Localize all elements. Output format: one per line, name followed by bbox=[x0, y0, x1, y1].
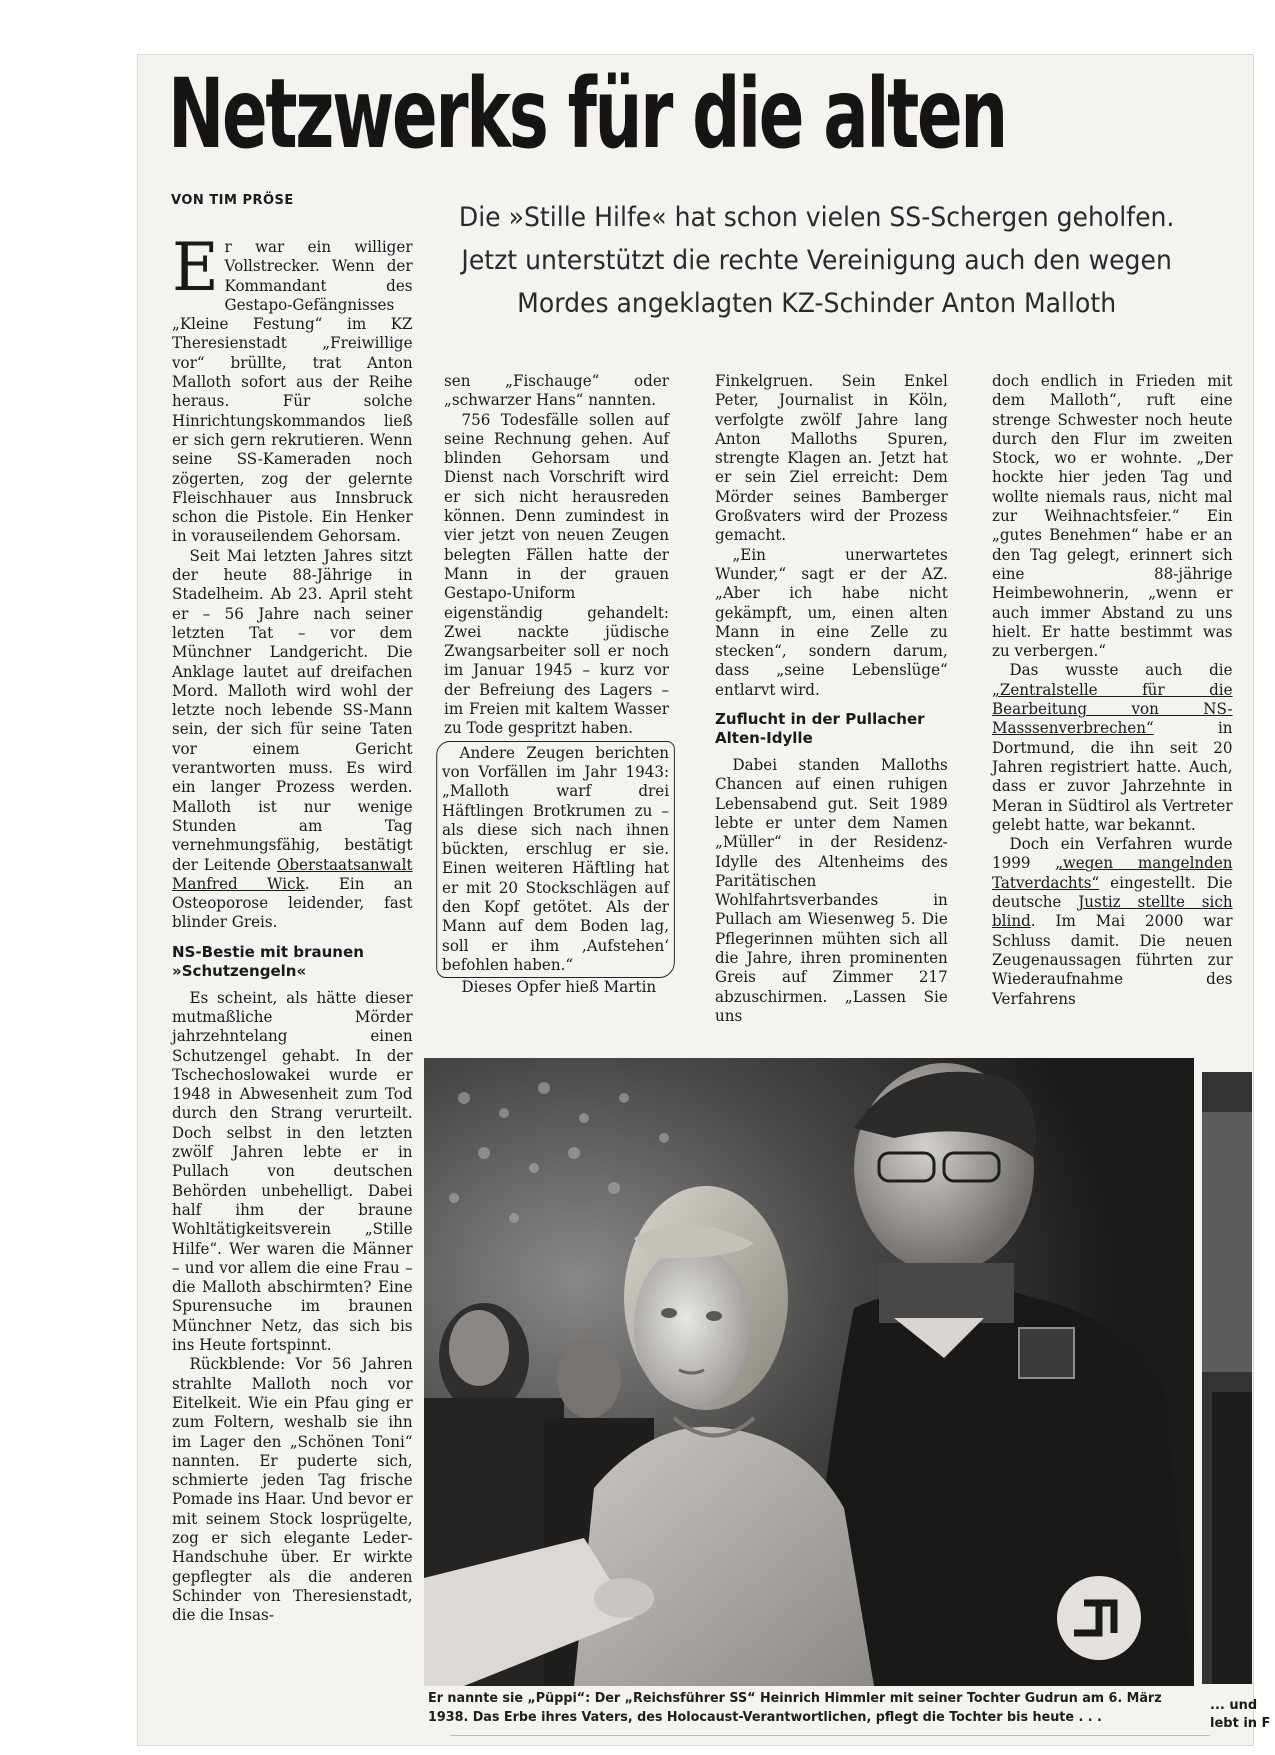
subheading: Zuflucht in der Pullacher Alten-Idylle bbox=[715, 710, 925, 748]
paragraph-text: Seit Mai letzten Jahres sitzt der heute 88-Jährige in Stadelheim. Ab 23. April steht er – 56 Jahre nach seiner letzten Tat – vor dem Münchner Landgericht. Die Anklage lautet auf dreifachen Mord. Malloth wird wohl der letzte noch lebende SS-Mann sein, der sich für seine Taten vor einem Gericht verantworten muss. Es wird ein langer Prozess werden. Malloth ist nur wenige Stunden am Tag vernehmungsfähig, bestätigt der Leitende bbox=[172, 546, 413, 874]
adjacent-photo-strip bbox=[1202, 1072, 1252, 1684]
paragraph-text: Das wusste auch die bbox=[1009, 661, 1233, 680]
paragraph bbox=[172, 229, 413, 547]
paragraph: 756 Todesfälle sollen auf seine Rechnung gehen. Auf blinden Gehorsam und Dienst nach Vorschrift wird er sich nicht herausreden können. Denn zumindest in vier jetzt von neuen Zeugen belegten Fällen hatte der Mann in der grauen Gestapo-Uniform eigenständig gehandelt: Zwei nackte jüdische Zwangsarbeiter soll er noch im Januar 1945 – kurz vor der Befreiung des Lagers – im Freien mit kaltem Wasser zu Tode gespritzt haben. bbox=[444, 410, 670, 738]
deck-line-1: Die »Stille Hilfe« hat schon vielen SS-Schergen geholfen. bbox=[458, 202, 1175, 233]
photo-caption: Er nannte sie „Püppi“: Der „Reichsführer SS“ Heinrich Himmler mit seiner Tochter Gudrun am 6. März 1938. Das Erbe ihres Vaters, des Holocaust-Verantwortlichen, pflegt die Tochter bis heute . . . bbox=[428, 1691, 1162, 1725]
deck-line-2: Jetzt unterstützt die rechte Vereinigung auch den wegen bbox=[461, 245, 1172, 276]
paragraph: „Ein unerwartetes Wunder,“ sagt er der AZ. „Aber ich habe nicht gekämpft, um, einen alten Mann in eine Zelle zu stecken“, sondern darum, dass „seine Lebenslüge“ entlarvt wird. bbox=[715, 545, 948, 699]
paragraph-text: r war ein williger Vollstrecker. Wenn der Kommandant des Gestapo-Gefängnisses „Kleine Festung“ im KZ Theresienstadt „Freiwillige vor“ brüllte, trat Anton Malloth sofort aus der Reihe heraus. Für solche Hinrichtungskommandos ließ er sich gern rekrutieren. Wenn seine SS-Kameraden noch zögerten, zog der gelernte Fleischhauer aus Innsbruck schon die Pistole. Ein Henker in vorauseilendem Gehorsam. bbox=[172, 238, 413, 546]
paragraph bbox=[992, 835, 1233, 1009]
drop-cap: E bbox=[172, 229, 219, 306]
headline: Netzwerks für die alten bbox=[168, 58, 1006, 170]
clipping-edge bbox=[450, 1735, 1210, 1746]
paragraph: Dabei standen Malloths Chancen auf einen ruhigen Lebensabend gut. Seit 1989 lebte er unter dem Namen „Müller“ in der Residenz-Idylle des Altenheims des Paritätischen Wohlfahrtsverbandes in Pullach am Wiesenweg 5. Die Pflegerinnen mühten sich all die Jahre, ihren prominenten Greis auf Zimmer 217 abzuschirmen. „Lassen Sie uns bbox=[715, 756, 948, 1025]
adjacent-caption: ... und lebt in F bbox=[1210, 1698, 1271, 1731]
paragraph: Rückblende: Vor 56 Jahren strahlte Malloth noch vor Eitelkeit. Wie ein Pfau ging er zum Foltern, weshalb sie ihn im Lager den „Schönen Toni“ nannten. Er puderte sich, schmierte jeden Tag frische Pomade ins Haar. Und bevor er mit seinem Stock losprügelte, zog er sich elegante Leder-Handschuhe über. Er wirkte gepflegter als die anderen Schinder von Theresienstadt, die die Insas- bbox=[172, 1355, 413, 1625]
paragraph: Es scheint, als hätte dieser mutmaßliche Mörder jahrzehntelang einen Schutzengel gehabt. In der Tschechoslowakei wurde er 1948 in Abwesenheit zum Tod durch den Strang verurteilt. Doch selbst in den letzten zwölf Jahren lebte er in Pullach von deutschen Behörden unbehelligt. Dabei half ihm der braune Wohltätigkeitsverein „Stille Hilfe“. Wer waren die Männer – und vor allem die eine Frau – die Malloth abschirmten? Eine Spurensuche im braunen Münchner Netz, das sich bis ins Heute fortspinnt. bbox=[172, 988, 413, 1355]
paragraph: doch endlich in Frieden mit dem Malloth“, ruft eine strenge Schwester noch heute durch den Flur im zweiten Stock, wo er wohnte. „Der hockte hier jeden Tag und wollte niemals raus, nicht mal zur Weihnachtsfeier.“ Ein „gutes Benehmen“ habe er an den Tag gelegt, erinnert sich eine 88-jährige Heimbewohnerin, „wenn er auch immer Abstand zu uns hielt. Er hatte bestimmt was zu verbergen.“ bbox=[992, 372, 1233, 661]
paragraph-text: . Ein an Osteoporose leidender, fast blinder Greis. bbox=[172, 874, 413, 932]
underlined-text: „wegen mangelnden Tatverdachts“ bbox=[992, 854, 1233, 892]
column-2 bbox=[444, 372, 669, 998]
underlined-text: Justiz stellte sich blind bbox=[992, 893, 1233, 931]
column-4 bbox=[992, 372, 1233, 1009]
paragraph: sen „Fischauge“ oder „schwarzer Hans“ nannten. bbox=[444, 372, 670, 410]
paragraph-text: eingestellt. Die deutsche bbox=[992, 873, 1233, 912]
paragraph: Dieses Opfer hieß Martin bbox=[461, 978, 657, 997]
paragraph-text: Doch ein Verfahren wurde 1999 bbox=[992, 835, 1233, 873]
underlined-text: Oberstaatsanwalt Manfred Wick bbox=[172, 855, 413, 893]
underlined-text: „Zentralstelle für die Bearbeitung von NS-Masssenverbrechen“ bbox=[992, 680, 1233, 738]
byline: VON TIM PRÖSE bbox=[171, 193, 294, 208]
photo bbox=[424, 1058, 1194, 1686]
column-3 bbox=[715, 372, 948, 1026]
adjacent-photo-illustration bbox=[1202, 1072, 1252, 1684]
paragraph-text: . Im Mai 2000 war Schluss damit. Die neuen Zeugenaussagen führten zur Wiederaufnahme des Verfahrens bbox=[992, 912, 1233, 1008]
photo-illustration bbox=[424, 1058, 1194, 1686]
column-1 bbox=[172, 229, 413, 1625]
paragraph bbox=[172, 547, 413, 933]
subheading: NS-Bestie mit braunen »Schutzengeln« bbox=[172, 942, 364, 980]
paragraph-text: in Dortmund, die ihn seit 20 Jahren registriert hatte. Auch, dass er zuvor Jahrzehnte in Meran in Südtirol als Vertreter gelebt hatte, war bekannt. bbox=[992, 719, 1233, 834]
deck bbox=[440, 196, 1193, 325]
paragraph: Finkelgruen. Sein Enkel Peter, Journalist in Köln, verfolgte zwölf Jahre lang Anton Malloths Spuren, strengte Klagen an. Jetzt hat er sein Ziel erreicht: Dem Mörder seines Bamberger Großvaters wird der Prozess gemacht. bbox=[715, 372, 948, 545]
paragraph: Andere Zeugen berichten von Vorfällen im Jahr 1943: „Malloth warf drei Häftlingen Brotkrumen zu – als diese sich nach ihnen bückten, erschlug er sie. Einen weiteren Häftling hat er mit 20 Stockschlägen auf den Kopf getötet. Als der Mann auf dem Boden lag, soll er ihm ‚Aufstehen‘ befohlen haben.“ bbox=[442, 743, 670, 974]
paragraph bbox=[992, 661, 1233, 835]
deck-line-3: Mordes angeklagten KZ-Schinder Anton Malloth bbox=[517, 288, 1117, 319]
handdrawn-outline bbox=[436, 741, 675, 979]
